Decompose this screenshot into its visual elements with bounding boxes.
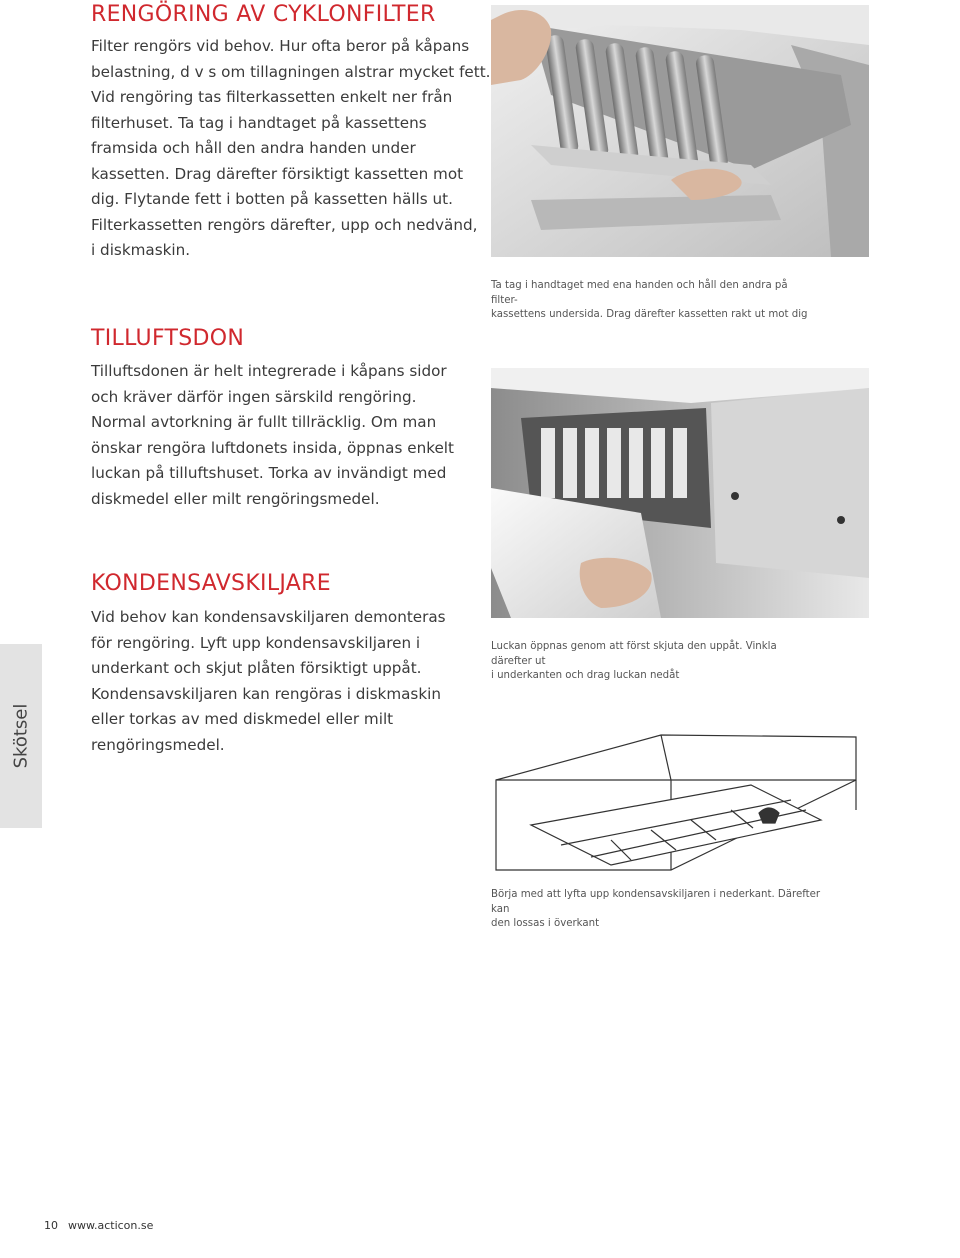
- caption-filter-photo: [491, 279, 811, 323]
- text-line: Tilluftsdonen är helt integrerade i kåpans sidor: [91, 362, 447, 380]
- text-line: belastning, d v s om tillagningen alstrar mycket fett.: [91, 62, 491, 81]
- caption-diagram: [491, 888, 821, 932]
- caption-line: Ta tag i handtaget med ena handen och håll den andra på filter-: [491, 280, 788, 306]
- caption-line: Börja med att lyfta upp kondensavskiljaren i nederkant. Därefter kan: [491, 889, 821, 915]
- caption-line: i underkanten och drag luckan nedåt: [491, 670, 680, 681]
- text-line: och kräver därför ingen särskild rengöring.: [91, 387, 417, 406]
- text-line: underkant och skjut plåten försiktigt uppåt.: [91, 659, 422, 677]
- text-tilluftsdon: [91, 359, 454, 512]
- text-line: Normal avtorkning är fullt tillräcklig. Om man: [91, 413, 437, 431]
- side-tab-label: Skötsel: [10, 703, 32, 769]
- text-kondensavskiljare: [91, 605, 446, 758]
- filter-cassette-photo: [491, 5, 869, 257]
- text-line: Filter rengörs vid behov. Hur ofta beror på kåpans: [91, 37, 470, 55]
- heading-kondensavskiljare: KONDENSAVSKILJARE: [91, 571, 331, 596]
- text-line: dig. Flytande fett i botten på kassetten hälls ut.: [91, 190, 453, 208]
- text-line: kassetten. Drag därefter försiktigt kassetten mot: [91, 164, 464, 183]
- text-line: eller torkas av med diskmedel eller milt: [91, 710, 394, 728]
- text-line: Vid rengöring tas filterkassetten enkelt ner från: [91, 88, 453, 106]
- text-line: filterhuset. Ta tag i handtaget på kassettens: [91, 113, 427, 132]
- text-cyklonfilter: [91, 34, 491, 264]
- caption-line: Luckan öppnas genom att först skjuta den uppåt. Vinkla därefter ut: [491, 641, 777, 667]
- side-tab-skotsel: [0, 644, 42, 828]
- text-line: för rengöring. Lyft upp kondensavskiljaren i: [91, 633, 421, 652]
- text-line: Vid behov kan kondensavskiljaren demonteras: [91, 608, 446, 626]
- caption-hatch-photo: [491, 640, 811, 684]
- caption-line: kassettens undersida. Drag därefter kassetten rakt ut mot dig: [491, 309, 808, 320]
- caption-line: den lossas i överkant: [491, 918, 600, 929]
- supply-air-hatch-photo: [491, 368, 869, 618]
- text-line: rengöringsmedel.: [91, 735, 225, 754]
- heading-tilluftsdon: TILLUFTSDON: [91, 326, 245, 351]
- text-line: Kondensavskiljaren kan rengöras i diskmaskin: [91, 684, 441, 703]
- text-line: luckan på tilluftshuset. Torka av invändigt med: [91, 464, 447, 482]
- text-line: Filterkassetten rengörs därefter, upp och nedvänd,: [91, 215, 478, 234]
- text-line: diskmedel eller milt rengöringsmedel.: [91, 489, 380, 508]
- page-number: 10: [44, 1219, 58, 1232]
- heading-cyklonfilter: RENGÖRING AV CYKLONFILTER: [91, 2, 436, 27]
- footer-url[interactable]: www.acticon.se: [68, 1219, 154, 1232]
- condensation-separator-diagram: [491, 725, 869, 875]
- text-line: i diskmaskin.: [91, 241, 191, 259]
- text-line: önskar rengöra luftdonets insida, öppnas enkelt: [91, 438, 454, 457]
- text-line: framsida och håll den andra handen under: [91, 139, 416, 157]
